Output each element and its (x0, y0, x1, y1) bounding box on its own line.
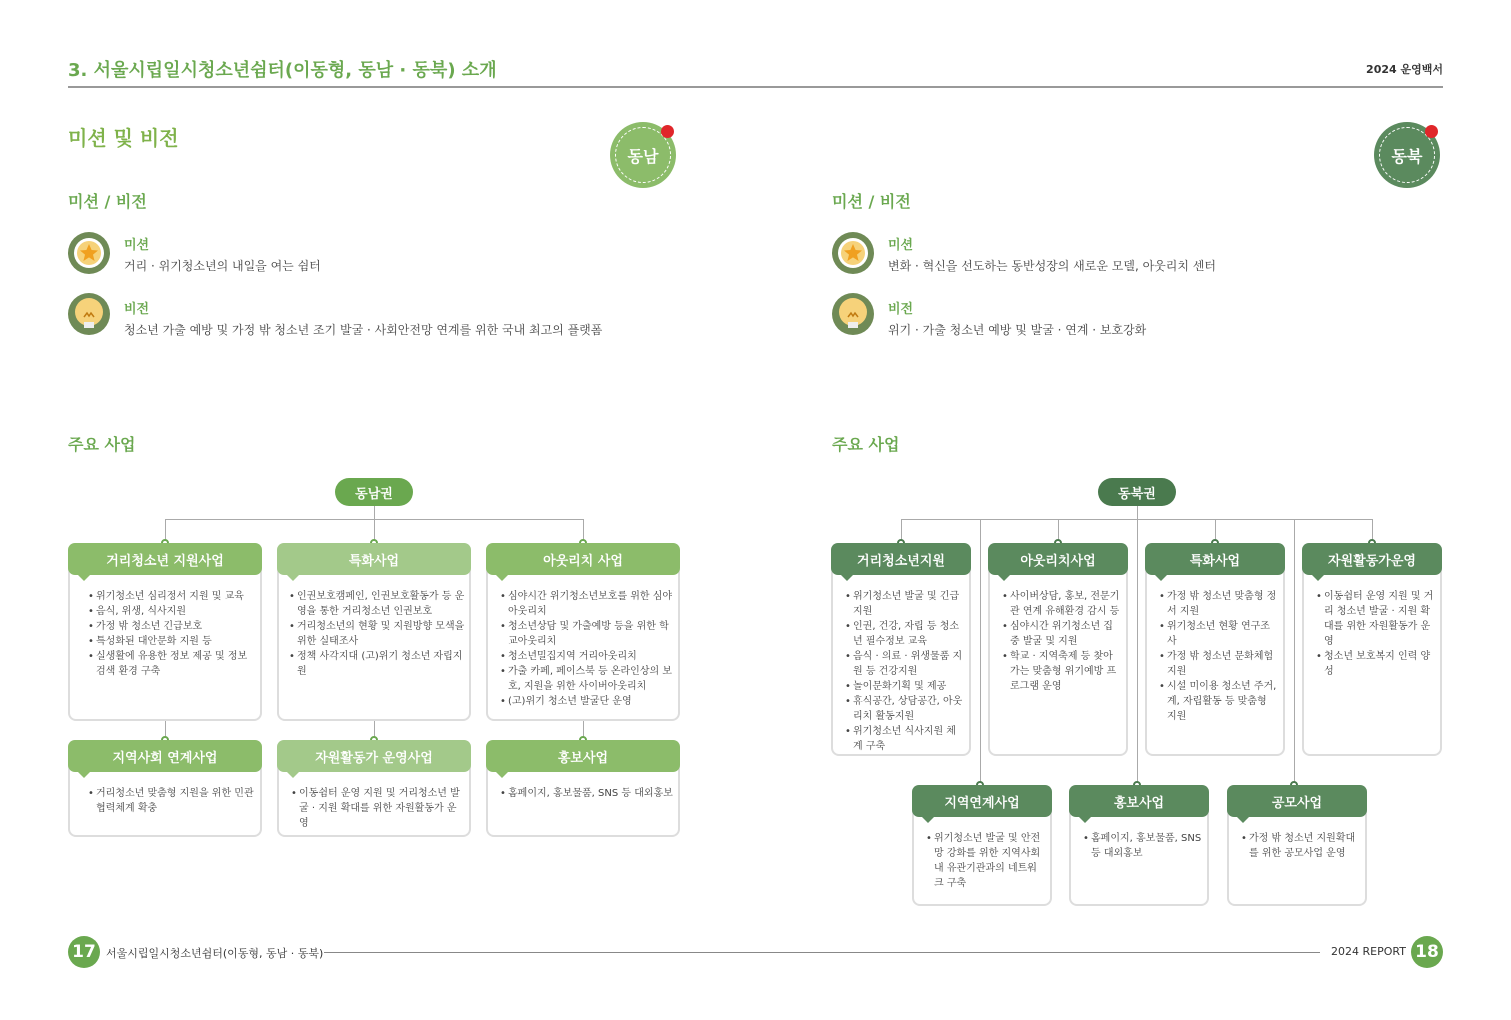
biz-title: 주요 사업 (68, 435, 136, 454)
biz-box-title: 자원활동가 운영사업 (277, 740, 471, 772)
biz-box (277, 740, 471, 837)
biz-box (486, 543, 680, 721)
mission-label: 미션 (124, 238, 150, 253)
biz-items: • 위기청소년 심리정서 지원 및 교육 • 음식, 위생, 식사지원 • 가정 밖 청소년 긴급보호 • 특성화된 대안문화 지원 등 • 실생활에 유용한 정보 제공 및 정보 검색 환경 구축 (88, 589, 254, 679)
biz-box (988, 543, 1128, 756)
biz-box-title: 특화사업 (277, 543, 471, 575)
connector (980, 519, 981, 785)
vision-text: 위기 · 가출 청소년 예방 및 발굴 · 연계 · 보호강화 (888, 323, 1147, 337)
biz-box (68, 740, 262, 837)
biz-box (68, 543, 262, 721)
star-icon (68, 232, 110, 274)
lightbulb-icon (68, 293, 110, 335)
header-divider (68, 86, 1443, 88)
page-number-right: 18 (1411, 936, 1443, 968)
biz-box-title: 지역연계사업 (912, 785, 1052, 817)
page-header-title: 3. 서울시립일시청소년쉼터(이동형, 동남 · 동북) 소개 (68, 60, 497, 81)
mission-text: 거리 · 위기청소년의 내일을 여는 쉼터 (124, 259, 321, 273)
biz-box (1069, 785, 1209, 906)
lightbulb-icon (832, 293, 874, 335)
biz-box (831, 543, 971, 756)
dongbuk-badge-label: 동북 (1391, 146, 1423, 166)
biz-items: • 심야시간 위기청소년보호를 위한 심야아웃리치 • 청소년상담 및 가출예방 등을 위한 학교아웃리치 • 청소년밀집지역 거리아웃리치 • 가출 카페, 페이스북 등 온라인상의 보호, 지원을 위한 사이버아웃리치 • (고)위기 청소년 발굴단 운영 (500, 589, 674, 709)
connector (1137, 506, 1138, 520)
dongnam-root: 동남권 (335, 478, 413, 506)
mission-vision-title: 미션 / 비전 (68, 192, 147, 211)
biz-box-title: 자원활동가운영 (1302, 543, 1442, 575)
page-number-left: 17 (68, 936, 100, 968)
vision-label: 비전 (124, 302, 150, 317)
biz-items: • 사이버상담, 홍보, 전문기관 연계 유해환경 감시 등 • 심야시간 위기청소년 집중 발굴 및 지원 • 학교 · 지역축제 등 찾아가는 맞춤형 위기예방 프로그램 운영 (1002, 589, 1122, 694)
mission-text: 변화 · 혁신을 선도하는 동반성장의 새로운 모델, 아웃리치 센터 (888, 259, 1216, 273)
mission-label: 미션 (888, 238, 914, 253)
star-icon (832, 232, 874, 274)
biz-items: • 인권보호캠페인, 인권보호활동가 등 운영을 통한 거리청소년 인권보호 • 거리청소년의 현황 및 지원방향 모색을 위한 실태조사 • 정책 사각지대 (고)위기 청소년 자립지원 (289, 589, 465, 679)
biz-box-title: 아웃리치사업 (988, 543, 1128, 575)
biz-box-title: 공모사업 (1227, 785, 1367, 817)
footer-right-text: 2024 REPORT (1331, 945, 1406, 958)
biz-box (1227, 785, 1367, 906)
biz-items: • 위기청소년 발굴 및 안전망 강화를 위한 지역사회 내 유관기관과의 네트워크 구축 (926, 831, 1046, 891)
biz-box (277, 543, 471, 721)
biz-box (912, 785, 1052, 906)
biz-items: • 거리청소년 맞춤형 지원을 위한 민관 협력체계 확충 (88, 786, 254, 816)
biz-box-title: 지역사회 연계사업 (68, 740, 262, 772)
page-header-right: 2024 운영백서 (1366, 63, 1443, 76)
biz-items: • 가정 밖 청소년 맞춤형 정서 지원 • 위기청소년 현황 연구조사 • 가정 밖 청소년 문화체험 지원 • 시설 미이용 청소년 주거, 계, 자립활동 등 맞춤형 지원 (1159, 589, 1279, 724)
connector (1137, 519, 1138, 785)
biz-items: • 이동쉼터 운영 지원 및 거리 청소년 발굴 · 지원 확대를 위한 자원활동가 운영 • 청소년 보호복지 인력 양성 (1316, 589, 1436, 679)
dongbuk-badge (1374, 122, 1440, 188)
dongbuk-root: 동북권 (1098, 478, 1176, 506)
biz-box (1145, 543, 1285, 756)
footer-left-text: 서울시립일시청소년쉼터(이동형, 동남 · 동북) (106, 947, 324, 960)
dongnam-badge (610, 122, 676, 188)
biz-box-title: 아웃리치 사업 (486, 543, 680, 575)
vision-text: 청소년 가출 예방 및 가정 밖 청소년 조기 발굴 · 사회안전망 연계를 위한 국내 최고의 플랫폼 (124, 323, 603, 337)
biz-box-title: 홍보사업 (1069, 785, 1209, 817)
red-dot-icon (661, 125, 674, 138)
biz-box-title: 거리청소년지원 (831, 543, 971, 575)
biz-box-title: 홍보사업 (486, 740, 680, 772)
biz-box-title: 특화사업 (1145, 543, 1285, 575)
mission-vision-title: 미션 / 비전 (832, 192, 911, 211)
dongnam-badge-label: 동남 (627, 146, 659, 166)
biz-box (1302, 543, 1442, 756)
vision-label: 비전 (888, 302, 914, 317)
biz-box-title: 거리청소년 지원사업 (68, 543, 262, 575)
connector (374, 506, 375, 520)
footer-divider (324, 952, 1320, 953)
biz-box (486, 740, 680, 837)
biz-items: • 홈페이지, 홍보물품, SNS 등 대외홍보 (1083, 831, 1203, 861)
biz-title: 주요 사업 (832, 435, 900, 454)
biz-items: • 위기청소년 발굴 및 긴급지원 • 인권, 건강, 자립 등 청소년 필수정보 교육 • 음식 · 의료 · 위생물품 지원 등 건강지원 • 놀이문화기획 및 제공 • 휴식공간, 상담공간, 아웃리치 활동지원 • 위기청소년 식사지원 체계 구축 (845, 589, 965, 754)
biz-items: • 이동쉼터 운영 지원 및 거리청소년 발굴 · 지원 확대를 위한 자원활동가 운영 (291, 786, 463, 831)
section-title: 미션 및 비전 (68, 126, 179, 150)
connector (1294, 519, 1295, 785)
biz-items: • 홈페이지, 홍보물품, SNS 등 대외홍보 (500, 786, 674, 801)
biz-items: • 가정 밖 청소년 지원확대를 위한 공모사업 운영 (1241, 831, 1361, 861)
red-dot-icon (1425, 125, 1438, 138)
